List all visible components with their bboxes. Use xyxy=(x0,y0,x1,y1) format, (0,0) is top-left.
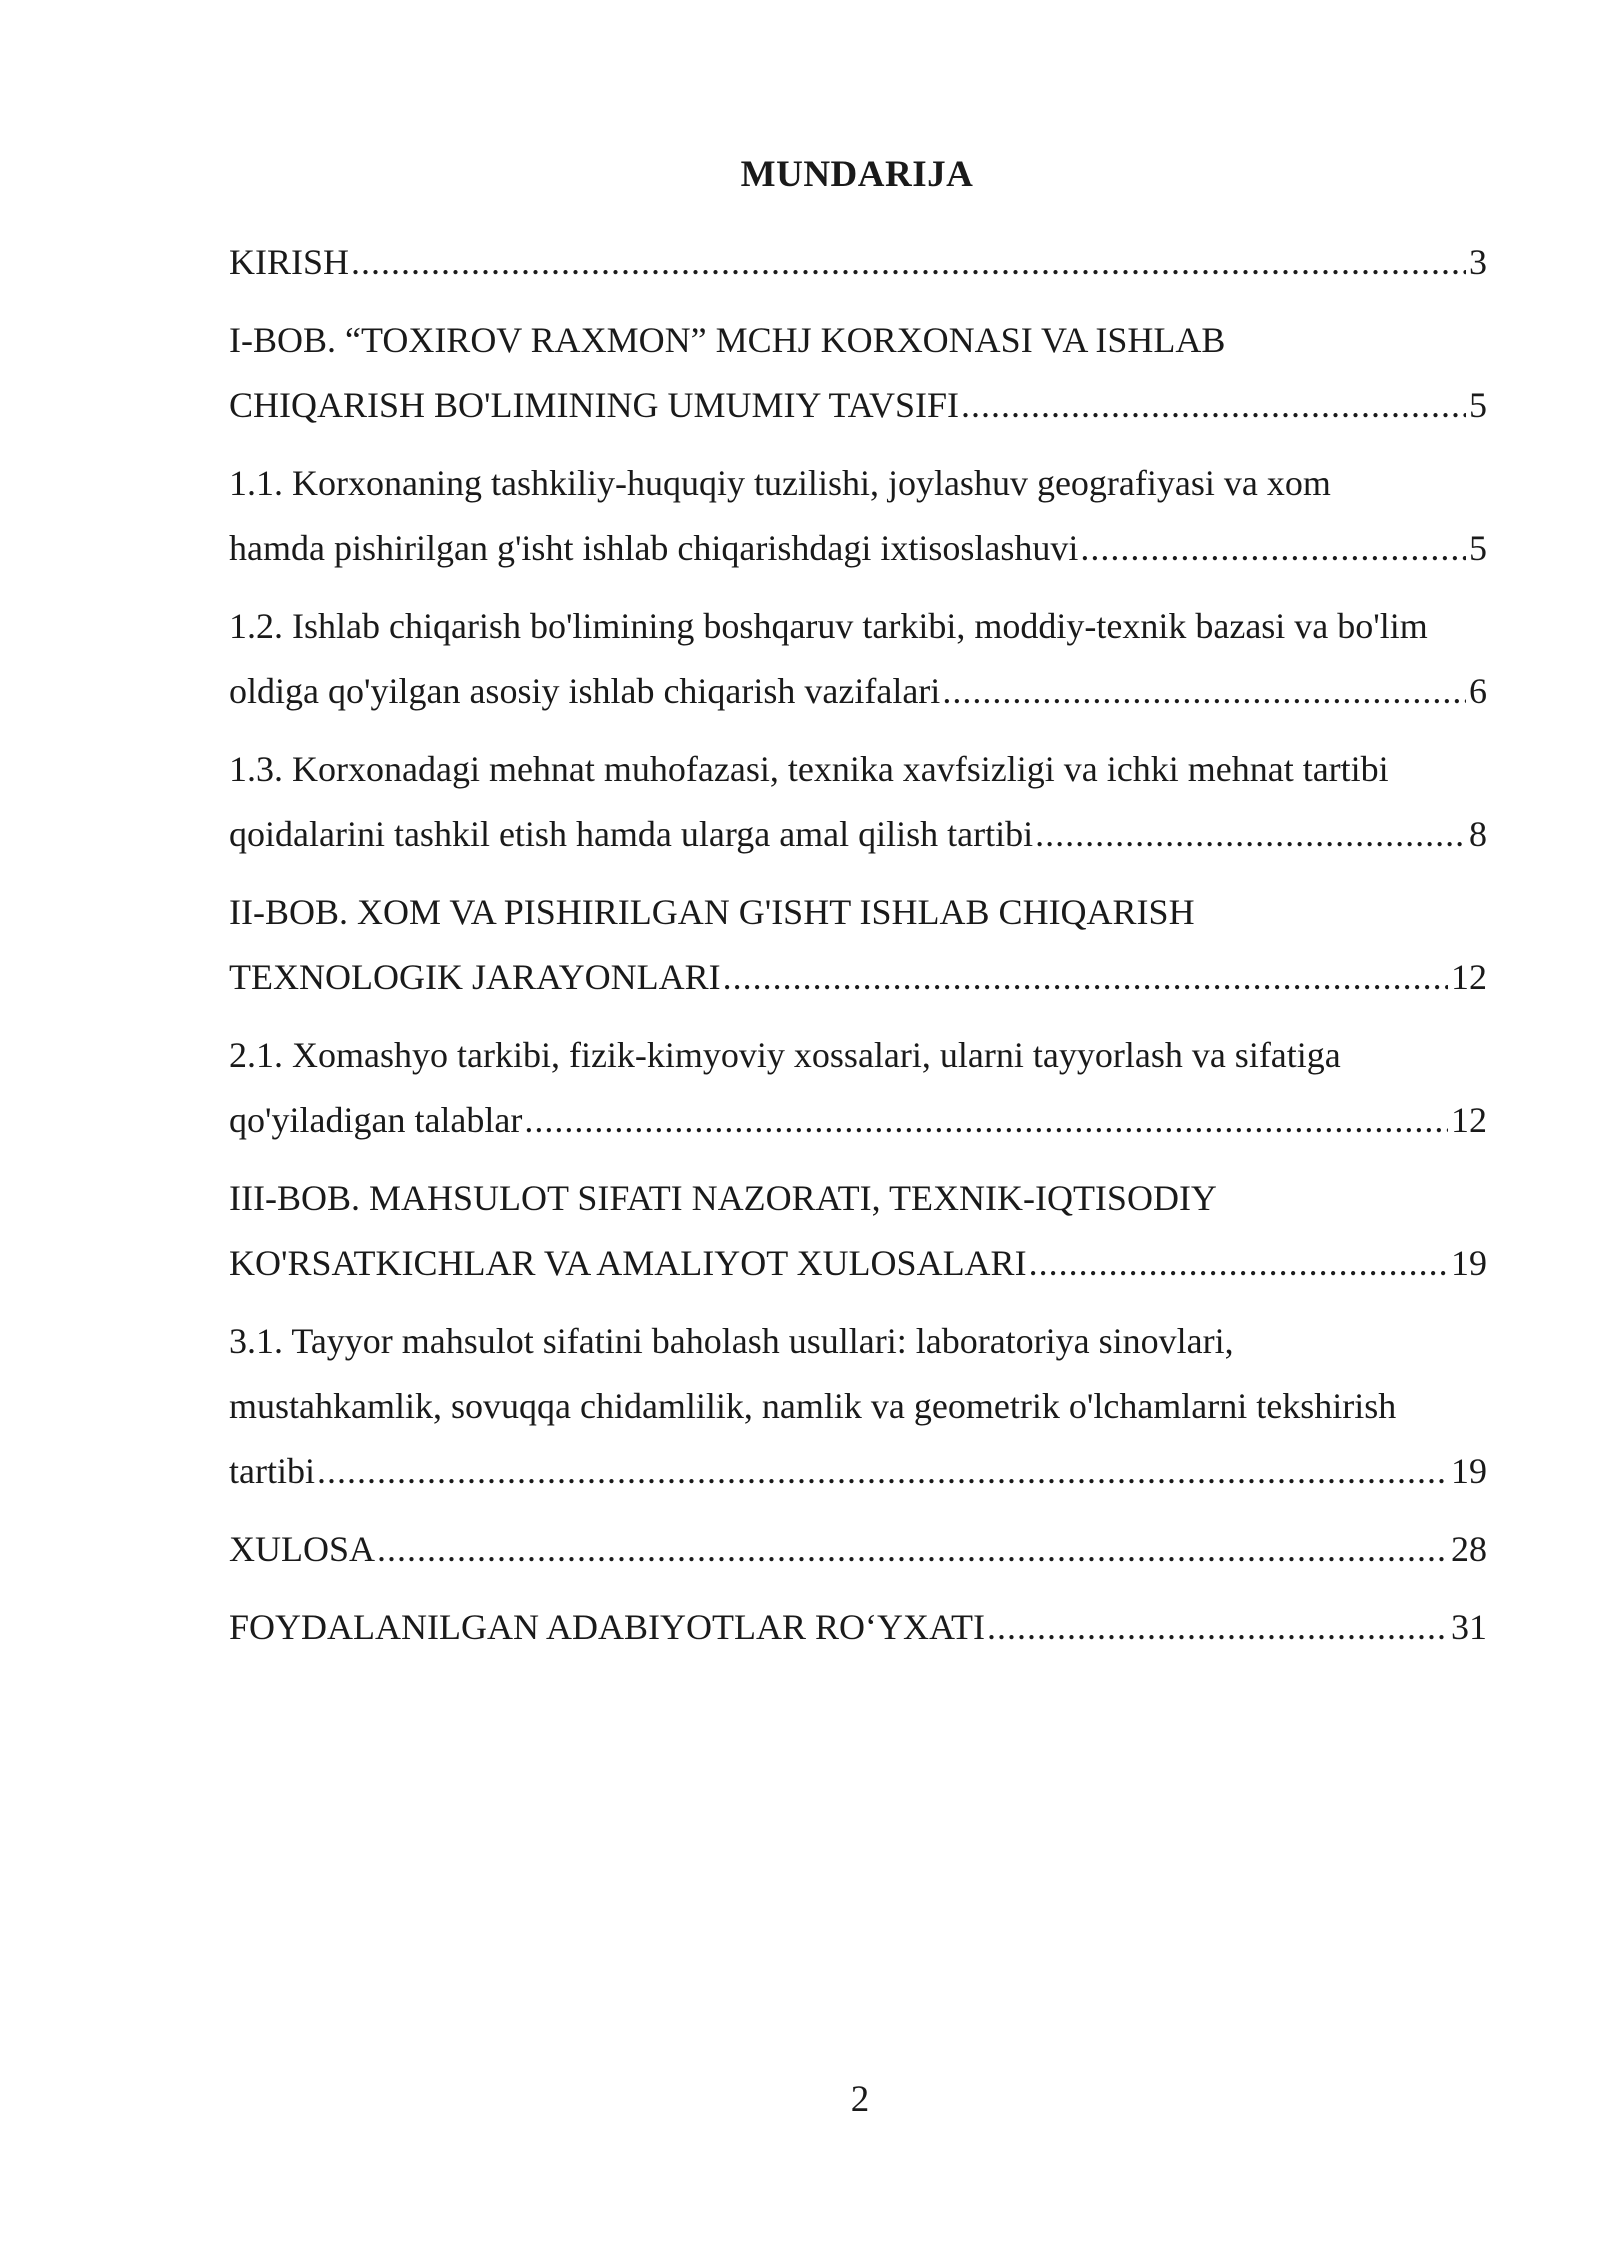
toc-entry-text: CHIQARISH BO'LIMINING UMUMIY TAVSIFI xyxy=(229,385,959,425)
toc-entry-text: FOYDALANILGAN ADABIYOTLAR RO‘YXATI xyxy=(229,1607,985,1647)
toc-entry-text: II-BOB. XOM VA PISHIRILGAN G'ISHT ISHLAB CHIQARISH xyxy=(229,892,1195,932)
page-number: 2 xyxy=(850,2079,870,2120)
toc-entry-section-2-1[interactable] xyxy=(229,1023,1487,1153)
toc-entry-chapter-3[interactable] xyxy=(229,1166,1487,1296)
dot-leader xyxy=(317,1439,1448,1504)
toc-entry-line xyxy=(229,945,1487,1010)
toc-entry-text: mustahkamlik, sovuqqa chidamlilik, namlik va geometrik o'lchamlarni tekshirish xyxy=(229,1386,1397,1426)
toc-entry-text: 1.1. Korxonaning tashkiliy-huquqiy tuzilishi, joylashuv geografiyasi va xom xyxy=(229,463,1331,503)
toc-entry-references[interactable] xyxy=(229,1595,1487,1660)
toc-entry-chapter-2[interactable] xyxy=(229,880,1487,1010)
toc-entry-line xyxy=(229,1595,1487,1660)
toc-entry-line xyxy=(229,1231,1487,1296)
toc-entry-text: KIRISH xyxy=(229,242,350,282)
dot-leader xyxy=(942,659,1466,724)
dot-leader xyxy=(377,1517,1448,1582)
toc-entry-text: 3.1. Tayyor mahsulot sifatini baholash usullari: laboratoriya sinovlari, xyxy=(229,1321,1234,1361)
toc-entry-line xyxy=(229,1517,1487,1582)
toc-entry-text: TEXNOLOGIK JARAYONLARI xyxy=(229,957,721,997)
toc-page-number: 6 xyxy=(1469,671,1487,711)
toc-entry-line xyxy=(229,373,1487,438)
toc-entry-text: I-BOB. “TOXIROV RAXMON” MCHJ KORXONASI VA ISHLAB xyxy=(229,320,1226,360)
toc-entry-line xyxy=(229,802,1487,867)
toc-page-number: 19 xyxy=(1451,1243,1487,1283)
dot-leader xyxy=(1080,516,1466,581)
toc-entry-kirish[interactable] xyxy=(229,230,1487,295)
toc-entry-text: tartibi xyxy=(229,1451,315,1491)
toc-page-number: 28 xyxy=(1451,1529,1487,1569)
toc-entry-line xyxy=(229,1439,1487,1504)
table-of-contents xyxy=(229,230,1487,1673)
toc-entry-line xyxy=(229,1088,1487,1153)
toc-entry-text: qoidalarini tashkil etish hamda ularga amal qilish tartibi xyxy=(229,814,1034,854)
toc-page-number: 3 xyxy=(1469,242,1487,282)
toc-page-number: 5 xyxy=(1469,385,1487,425)
toc-entry-text: hamda pishirilgan g'isht ishlab chiqarishdagi ixtisoslashuvi xyxy=(229,528,1079,568)
toc-page-number: 19 xyxy=(1451,1451,1487,1491)
toc-entry-text: KO'RSATKICHLAR VA AMALIYOT XULOSALARI xyxy=(229,1243,1027,1283)
toc-title: MUNDARIJA xyxy=(740,154,974,195)
toc-page-number: 12 xyxy=(1451,957,1487,997)
dot-leader xyxy=(961,373,1466,438)
toc-entry-line xyxy=(229,230,1487,295)
dot-leader xyxy=(1029,1231,1448,1296)
toc-entry-text: 1.2. Ishlab chiqarish bo'limining boshqaruv tarkibi, moddiy-texnik bazasi va bo'lim xyxy=(229,606,1428,646)
toc-entry-section-1-1[interactable] xyxy=(229,451,1487,581)
dot-leader xyxy=(987,1595,1448,1660)
toc-entry-text: 1.3. Korxonadagi mehnat muhofazasi, texnika xavfsizligi va ichki mehnat tartibi xyxy=(229,749,1389,789)
toc-page-number: 12 xyxy=(1451,1100,1487,1140)
toc-entry-line xyxy=(229,659,1487,724)
dot-leader xyxy=(723,945,1448,1010)
dot-leader xyxy=(524,1088,1448,1153)
toc-entry-text: 2.1. Xomashyo tarkibi, fizik-kimyoviy xossalari, ularni tayyorlash va sifatiga xyxy=(229,1035,1341,1075)
toc-entry-section-1-2[interactable] xyxy=(229,594,1487,724)
toc-page-number: 8 xyxy=(1469,814,1487,854)
toc-entry-section-1-3[interactable] xyxy=(229,737,1487,867)
toc-entry-xulosa[interactable] xyxy=(229,1517,1487,1582)
toc-entry-text: III-BOB. MAHSULOT SIFATI NAZORATI, TEXNIK-IQTISODIY xyxy=(229,1178,1217,1218)
dot-leader xyxy=(1035,802,1466,867)
toc-entry-text: oldiga qo'yilgan asosiy ishlab chiqarish vazifalari xyxy=(229,671,941,711)
toc-entry-section-3-1[interactable] xyxy=(229,1309,1487,1504)
toc-page-number: 5 xyxy=(1469,528,1487,568)
toc-entry-chapter-1[interactable] xyxy=(229,308,1487,438)
toc-entry-text: qo'yiladigan talablar xyxy=(229,1100,523,1140)
toc-entry-text: XULOSA xyxy=(229,1529,376,1569)
dot-leader xyxy=(351,230,1466,295)
toc-entry-line xyxy=(229,516,1487,581)
toc-page-number: 31 xyxy=(1451,1607,1487,1647)
